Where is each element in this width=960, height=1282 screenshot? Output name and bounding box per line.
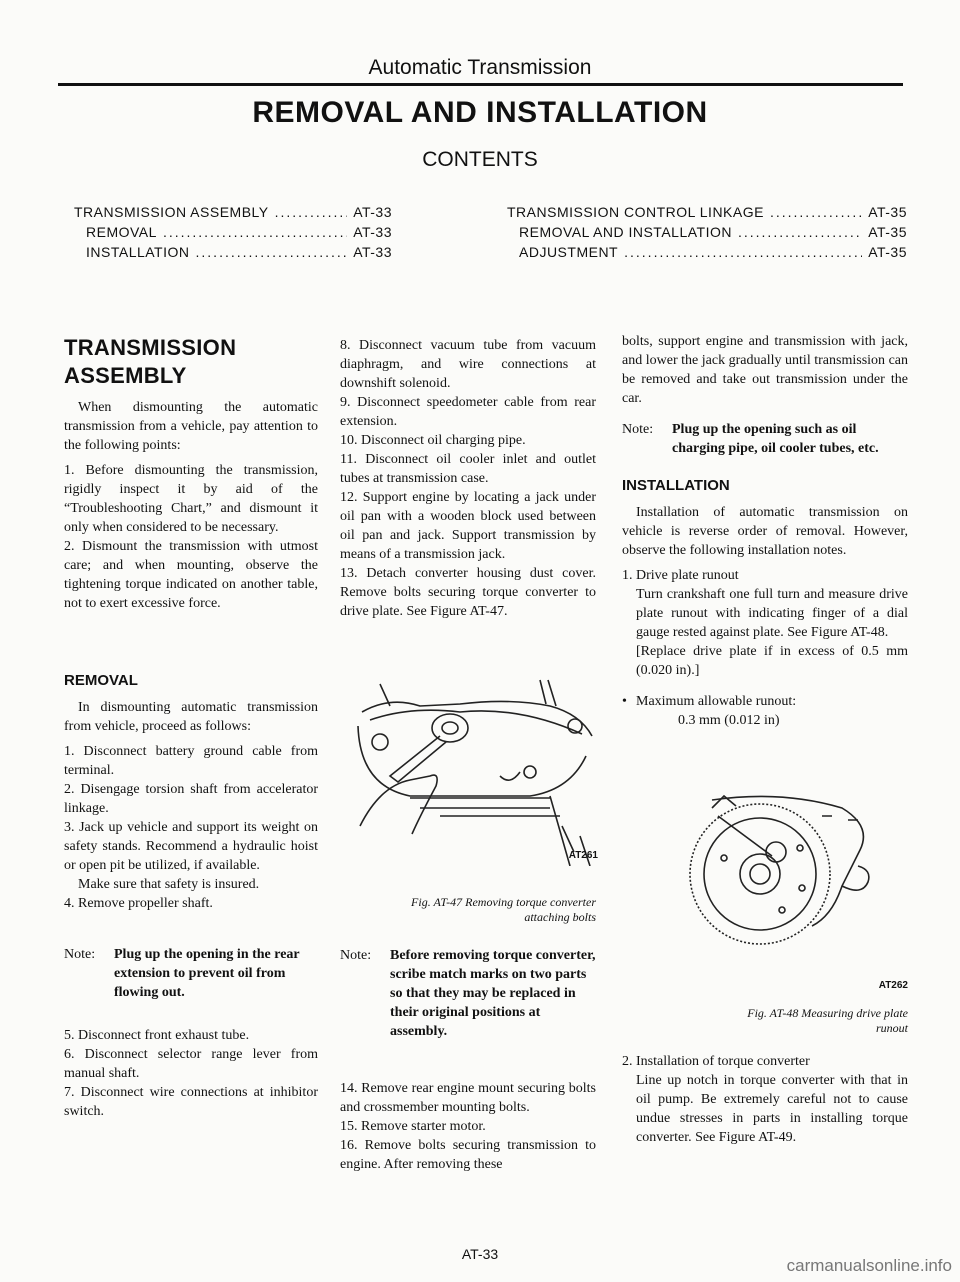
toc-page: AT-33	[353, 244, 392, 260]
paragraph: bolts, support engine and transmission with jack, and lower the jack gradually until transmission can be removed and take out transmission under the car.	[622, 334, 908, 406]
step: Make sure that safety is insured.	[78, 877, 260, 892]
caption-line: attaching bolts	[524, 910, 596, 924]
step: 10. Disconnect oil charging pipe.	[340, 433, 526, 448]
note	[340, 946, 596, 1041]
page-number: AT-33	[461, 1246, 499, 1262]
step: 12. Support engine by locating a jack under oil pan with a wooden block used between oil pan and jack. Support transmission by means of a transmission jack.	[340, 490, 596, 562]
column-1	[64, 334, 318, 1121]
figure-id: AT261	[568, 850, 598, 861]
caption-line: Fig. AT-48 Measuring drive plate	[747, 1006, 908, 1020]
toc-label: TRANSMISSION ASSEMBLY	[74, 204, 269, 220]
bullet-icon: •	[622, 694, 627, 709]
step: 14. Remove rear engine mount securing bolts and crossmember mounting bolts.	[340, 1081, 596, 1115]
step: 11. Disconnect oil cooler inlet and outlet tubes at transmission case.	[340, 452, 596, 486]
figure-id: AT262	[878, 980, 908, 991]
paragraph: 1. Before dismounting the transmission, rigidly inspect it by aid of the “Troubleshooting Chart,” and dismount it only when considered to be necessary.	[64, 463, 318, 535]
toc-entry[interactable]	[74, 244, 392, 264]
step: 8. Disconnect vacuum tube from vacuum diaphragm, and wire connections at downshift solenoid.	[340, 338, 596, 391]
toc-page: AT-35	[868, 224, 907, 240]
figure-at47	[350, 676, 598, 866]
page-title: REMOVAL AND INSTALLATION	[252, 96, 708, 129]
subheading: REMOVAL	[64, 672, 138, 689]
toc-label: ADJUSTMENT	[519, 244, 619, 260]
bullet-text: Maximum allowable runout:	[636, 694, 797, 709]
step: 13. Detach converter housing dust cover. Remove bolts securing torque converter to drive plate. See Figure AT-47.	[340, 566, 596, 619]
torque-converter-illustration	[350, 676, 598, 866]
caption-line: runout	[875, 1021, 908, 1035]
toc-entry[interactable]	[507, 224, 907, 244]
toc-page: AT-33	[353, 204, 392, 220]
step: 4. Remove propeller shaft.	[64, 896, 213, 911]
figure-caption	[622, 1006, 908, 1036]
step: 9. Disconnect speedometer cable from rear extension.	[340, 395, 596, 429]
toc-left	[74, 204, 392, 264]
column-2	[340, 336, 596, 621]
step: 2. Disengage torsion shaft from accelerator linkage.	[64, 782, 318, 816]
caption-line: Fig. AT-47 Removing torque converter	[411, 895, 596, 909]
note-label: Note:	[340, 948, 372, 963]
toc-right	[507, 204, 907, 264]
section-heading: ASSEMBLY	[64, 363, 187, 388]
paragraph: Turn crankshaft one full turn and measure drive plate runout with indicating finger of a dial gauge rested against plate. See Figure AT-48.	[636, 587, 908, 640]
paragraph: When dismounting the automatic transmission from a vehicle, pay attention to the following points:	[64, 400, 318, 453]
column-2-lower	[340, 946, 596, 1174]
paragraph: Installation of automatic transmission on vehicle is reverse order of removal. However, observe the following installation notes.	[622, 505, 908, 558]
drive-plate-illustration	[672, 786, 908, 956]
toc-entry[interactable]	[507, 204, 907, 224]
section-heading: TRANSMISSION	[64, 335, 237, 360]
paragraph: 2. Dismount the transmission with utmost care; and when mounting, observe the tightening torque indicated on another table, not to exert excessive force.	[64, 539, 318, 611]
toc-label: REMOVAL	[86, 224, 157, 240]
note	[622, 420, 908, 458]
header-rule	[58, 83, 903, 86]
step: 2. Installation of torque converter	[622, 1054, 810, 1069]
note-text: Plug up the opening in the rear extension to prevent oil from flowing out.	[114, 947, 300, 1000]
toc-entry[interactable]	[74, 204, 392, 224]
note-label: Note:	[622, 422, 654, 437]
note	[64, 945, 318, 1002]
column-3-lower	[622, 1052, 908, 1147]
bullet-value: 0.3 mm (0.012 in)	[678, 713, 780, 728]
figure-caption	[340, 895, 596, 925]
paragraph: In dismounting automatic transmission from vehicle, proceed as follows:	[64, 700, 318, 734]
watermark: carmanualsonline.info	[786, 1256, 952, 1275]
step: 1. Disconnect battery ground cable from terminal.	[64, 744, 318, 778]
step: 1. Drive plate runout	[622, 568, 739, 583]
toc-entry[interactable]	[74, 224, 392, 244]
toc-label: TRANSMISSION CONTROL LINKAGE	[507, 204, 764, 220]
column-3	[622, 332, 908, 730]
toc-label: REMOVAL AND INSTALLATION	[519, 224, 732, 240]
figure-at48	[672, 786, 908, 956]
toc-page: AT-35	[868, 244, 907, 260]
contents-title: CONTENTS	[422, 148, 538, 171]
step: 15. Remove starter motor.	[340, 1119, 486, 1134]
step: 6. Disconnect selector range lever from manual shaft.	[64, 1047, 318, 1081]
subheading: INSTALLATION	[622, 477, 730, 494]
step: 3. Jack up vehicle and support its weight on safety stands. Recommend a hydraulic hoist or open pit be utilized, if available.	[64, 820, 318, 873]
note-text: Before removing torque converter, scribe match marks on two parts so that they may be replaced in their original positions at assembly.	[390, 948, 596, 1039]
section-header: Automatic Transmission	[368, 56, 592, 79]
toc-page: AT-33	[353, 224, 392, 240]
bullet-item	[622, 692, 908, 711]
paragraph: [Replace drive plate if in excess of 0.5 mm (0.020 in).]	[636, 644, 908, 678]
toc-page: AT-35	[868, 204, 907, 220]
step: 16. Remove bolts securing transmission to engine. After removing these	[340, 1138, 596, 1172]
step: 7. Disconnect wire connections at inhibitor switch.	[64, 1085, 318, 1119]
step: 5. Disconnect front exhaust tube.	[64, 1028, 250, 1043]
paragraph: Line up notch in torque converter with that in oil pump. Be extremely careful not to cause undue stresses in parts in installing torque converter. See Figure AT-49.	[636, 1073, 908, 1145]
toc-label: INSTALLATION	[86, 244, 190, 260]
note-label: Note:	[64, 947, 96, 962]
note-text: Plug up the opening such as oil charging pipe, oil cooler tubes, etc.	[672, 422, 879, 456]
toc-entry[interactable]	[507, 244, 907, 264]
